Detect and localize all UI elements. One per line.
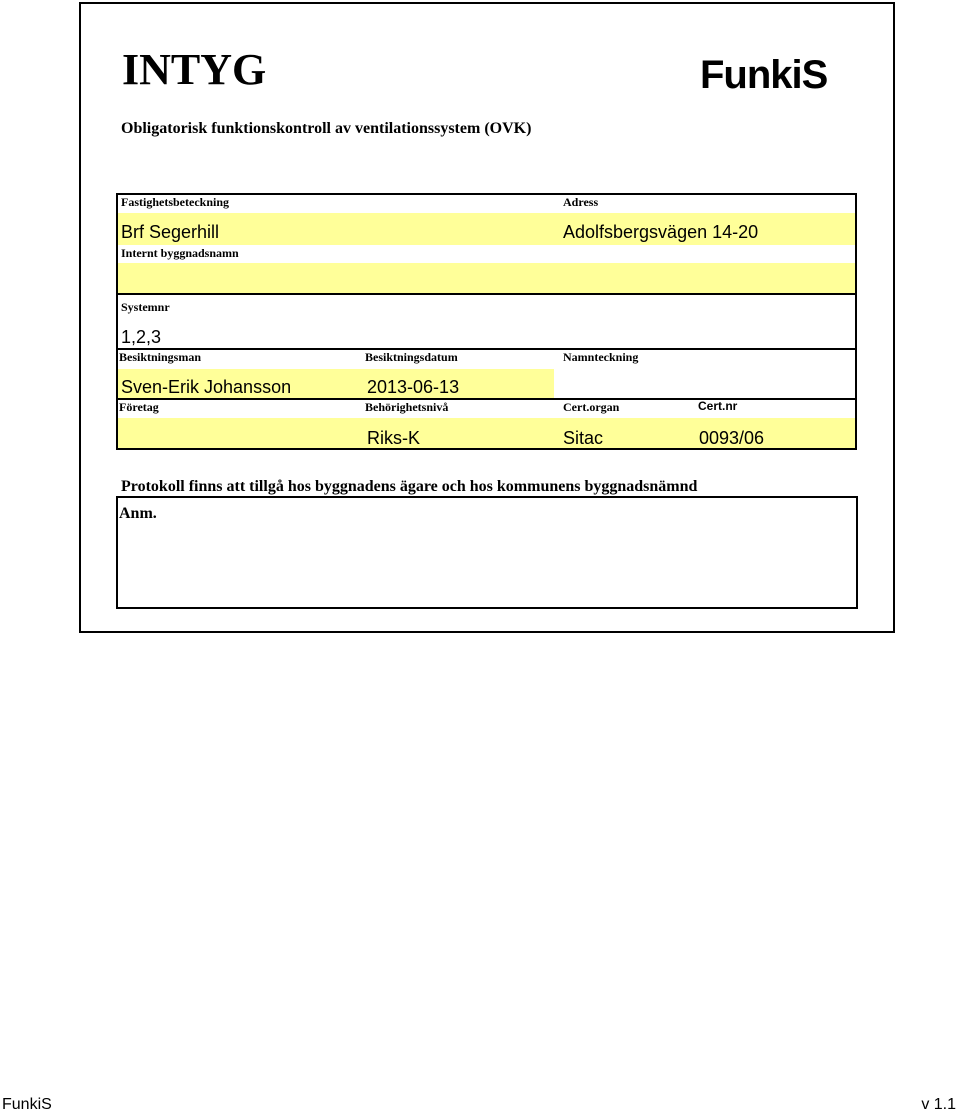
footer-left: FunkiS xyxy=(2,1096,52,1113)
adress-label: Adress xyxy=(563,195,599,209)
cert-nr-label: Cert.nr xyxy=(698,399,738,413)
besiktningsdatum-value[interactable]: 2013-06-13 xyxy=(367,377,460,397)
besiktningsman-value[interactable]: Sven-Erik Johansson xyxy=(121,377,292,397)
page-title: INTYG xyxy=(122,45,267,94)
protocol-note: Protokoll finns att tillgå hos byggnadens ägare och hos kommunens byggnadsnämnd xyxy=(121,478,698,495)
anm-label: Anm. xyxy=(119,505,157,522)
namnteckning-label: Namnteckning xyxy=(563,350,639,364)
fastighetsbeteckning-value[interactable]: Brf Segerhill xyxy=(121,222,220,242)
adress-value[interactable]: Adolfsbergsvägen 14-20 xyxy=(563,222,759,242)
cert-organ-value[interactable]: Sitac xyxy=(563,428,604,448)
besiktningsdatum-label: Besiktningsdatum xyxy=(365,350,458,364)
table-divider xyxy=(116,293,857,295)
internt-byggnadsnamn-label: Internt byggnadsnamn xyxy=(121,246,239,260)
funkis-logo-graphic xyxy=(700,52,842,94)
systemnr-label: Systemnr xyxy=(121,300,170,314)
systemnr-value[interactable]: 1,2,3 xyxy=(121,327,162,347)
cert-nr-value[interactable]: 0093/06 xyxy=(699,428,765,448)
page-subtitle: Obligatorisk funktionskontroll av ventilationssystem (OVK) xyxy=(121,120,532,137)
table-right-border xyxy=(855,193,857,450)
table-left-border xyxy=(116,193,118,450)
anm-field[interactable] xyxy=(116,496,858,609)
funkis-logo xyxy=(700,52,842,99)
foretag-label: Företag xyxy=(119,400,159,414)
footer-version: v 1.1 xyxy=(921,1096,956,1113)
table-divider xyxy=(116,348,857,350)
behorighetsniva-label: Behörighetsnivå xyxy=(365,400,449,414)
logo-text: FunkiS xyxy=(700,53,828,94)
cert-organ-label: Cert.organ xyxy=(563,400,620,414)
behorighetsniva-value[interactable]: Riks-K xyxy=(367,428,420,448)
besiktningsman-label: Besiktningsman xyxy=(119,350,202,364)
table-divider xyxy=(116,398,857,400)
band-row2 xyxy=(117,263,855,293)
fastighetsbeteckning-label: Fastighetsbeteckning xyxy=(121,195,229,209)
